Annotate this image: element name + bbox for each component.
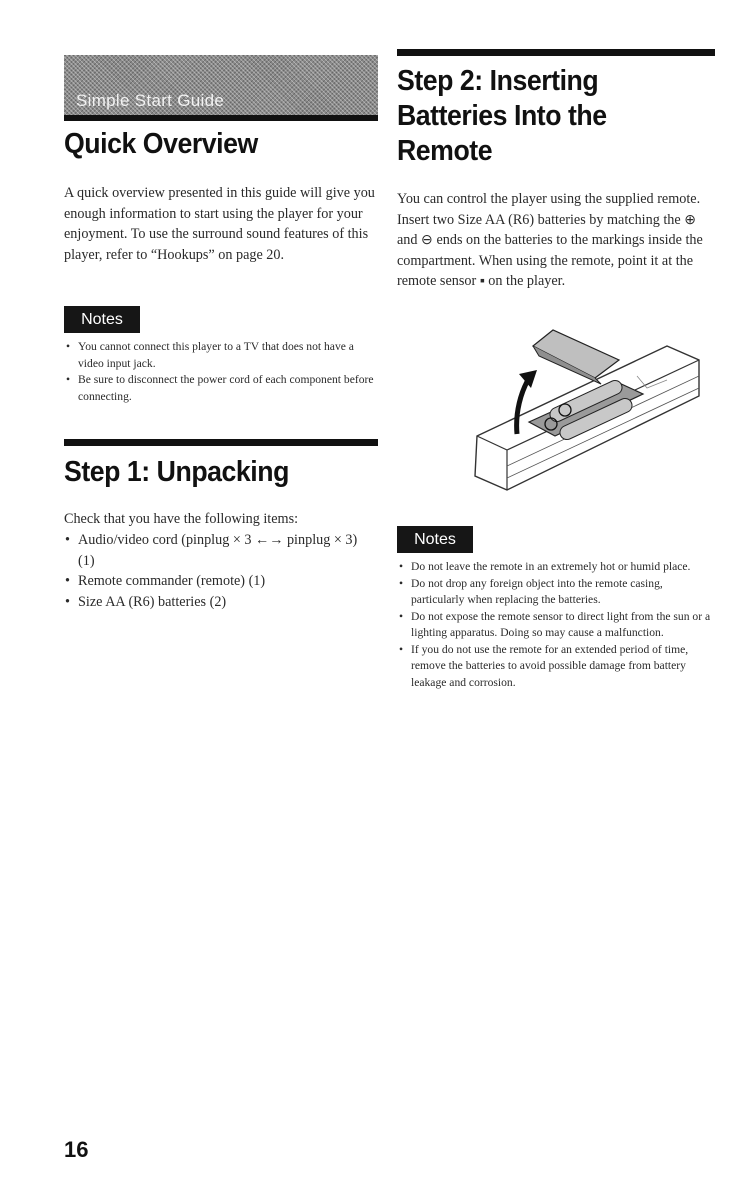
note-item: • Do not drop any foreign object into the remote casing, particularly when replacing the batteries. [399,576,663,606]
section-rule [397,49,715,56]
step2-body: You can control the player using the supplied remote. Insert two Size AA (R6) batteries by matching the ⊕ and ⊖ ends on the batteries to the markings inside the compartment. When using the remote, point it at the remote sensor ▪ on the player. [397,191,703,289]
remote-battery-illustration [467,326,707,494]
step1-heading: Step 1: Unpacking [64,456,289,488]
note-item: • Be sure to disconnect the power cord of each component before connecting. [66,373,374,403]
section-rule [64,439,378,446]
section-banner [64,55,378,121]
note-item: • Do not expose the remote sensor to direct light from the sun or a lighting apparatus. Doing so may cause a malfunction. [399,609,711,639]
banner-rule [64,115,378,121]
notes-badge: Notes [64,306,140,333]
banner-text: Simple Start Guide [76,91,225,110]
step2-heading: Step 2: Inserting Batteries Into the Remote [397,65,607,167]
notes-badge: Notes [397,526,473,553]
quick-overview-heading: Quick Overview [64,128,258,160]
note-item: • If you do not use the remote for an extended period of time, remove the batteries to avoid possible damage from battery leakage and corrosion. [399,642,689,689]
package-items-list [64,530,376,612]
notes-list [64,339,376,405]
note-item: • Do not leave the remote in an extremely hot or humid place. [399,560,691,573]
page-number: 16 [64,1137,89,1162]
list-item: • Audio/video cord (pinplug × 3 ←→ pinplug × 3) (1) [65,532,358,569]
step1-intro: Check that you have the following items: [64,511,299,527]
quick-overview-body: A quick overview presented in this guide will give you enough information to start using the player for your enjoyment. To use the surround sound features of this player, refer to “Hookups” on page 20. [64,185,375,263]
note-item: • You cannot connect this player to a TV that does not have a video input jack. [66,340,354,370]
list-item: • Remote commander (remote) (1) [65,573,266,589]
notes-list [397,559,713,691]
list-item: • Size AA (R6) batteries (2) [65,593,227,610]
